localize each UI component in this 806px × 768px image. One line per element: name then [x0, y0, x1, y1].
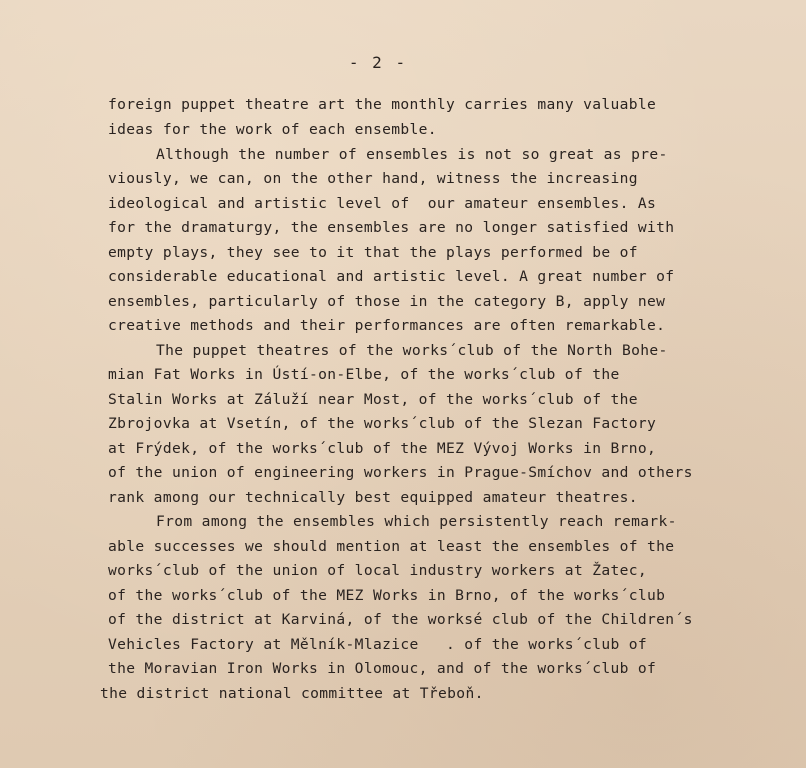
text-line: ideological and artistic level of our amateur ensembles. As — [108, 195, 657, 212]
text-line: the Moravian Iron Works in Olomouc, and of the works´club of — [108, 660, 657, 677]
text-line: foreign puppet theatre art the monthly carries many valuable — [108, 96, 657, 113]
text-line: creative methods and their performances are often remarkable. — [108, 317, 666, 334]
text-line: ensembles, particularly of those in the category B, apply new — [108, 293, 666, 310]
text-line: ideas for the work of each ensemble. — [108, 121, 437, 138]
page-number: - 2 - — [348, 53, 408, 72]
paragraph-start-line: Although the number of ensembles is not so great as pre- — [156, 146, 668, 163]
text-line: Zbrojovka at Vsetín, of the works´club of the Slezan Factory — [108, 415, 657, 432]
text-line: Stalin Works at Záluží near Most, of the works´club of the — [108, 391, 638, 408]
text-line: Vehicles Factory at Mělník-Mlazice . of the works´club of — [108, 636, 648, 653]
text-line: works´club of the union of local industry workers at Žatec, — [108, 562, 648, 579]
text-line: mian Fat Works in Ústí-on-Elbe, of the works´club of the — [108, 366, 620, 383]
text-line: empty plays, they see to it that the plays performed be of — [108, 244, 638, 261]
text-line: considerable educational and artistic level. A great number of — [108, 268, 675, 285]
text-line: the district national committee at Třeboň. — [100, 685, 484, 702]
paragraph-start-line: The puppet theatres of the works´club of the North Bohe- — [156, 342, 668, 359]
text-line: of the union of engineering workers in Prague-Smíchov and others — [108, 464, 693, 481]
text-line: of the works´club of the MEZ Works in Brno, of the works´club — [108, 587, 666, 604]
text-line: at Frýdek, of the works´club of the MEZ Vývoj Works in Brno, — [108, 440, 657, 457]
paragraph-start-line: From among the ensembles which persistently reach remark- — [156, 513, 677, 530]
text-line: able successes we should mention at least the ensembles of the — [108, 538, 675, 555]
text-line: rank among our technically best equipped amateur theatres. — [108, 489, 638, 506]
text-line: for the dramaturgy, the ensembles are no longer satisfied with — [108, 219, 675, 236]
text-line: of the district at Karviná, of the worksé club of the Children´s — [108, 611, 693, 628]
text-line: viously, we can, on the other hand, witness the increasing — [108, 170, 638, 187]
